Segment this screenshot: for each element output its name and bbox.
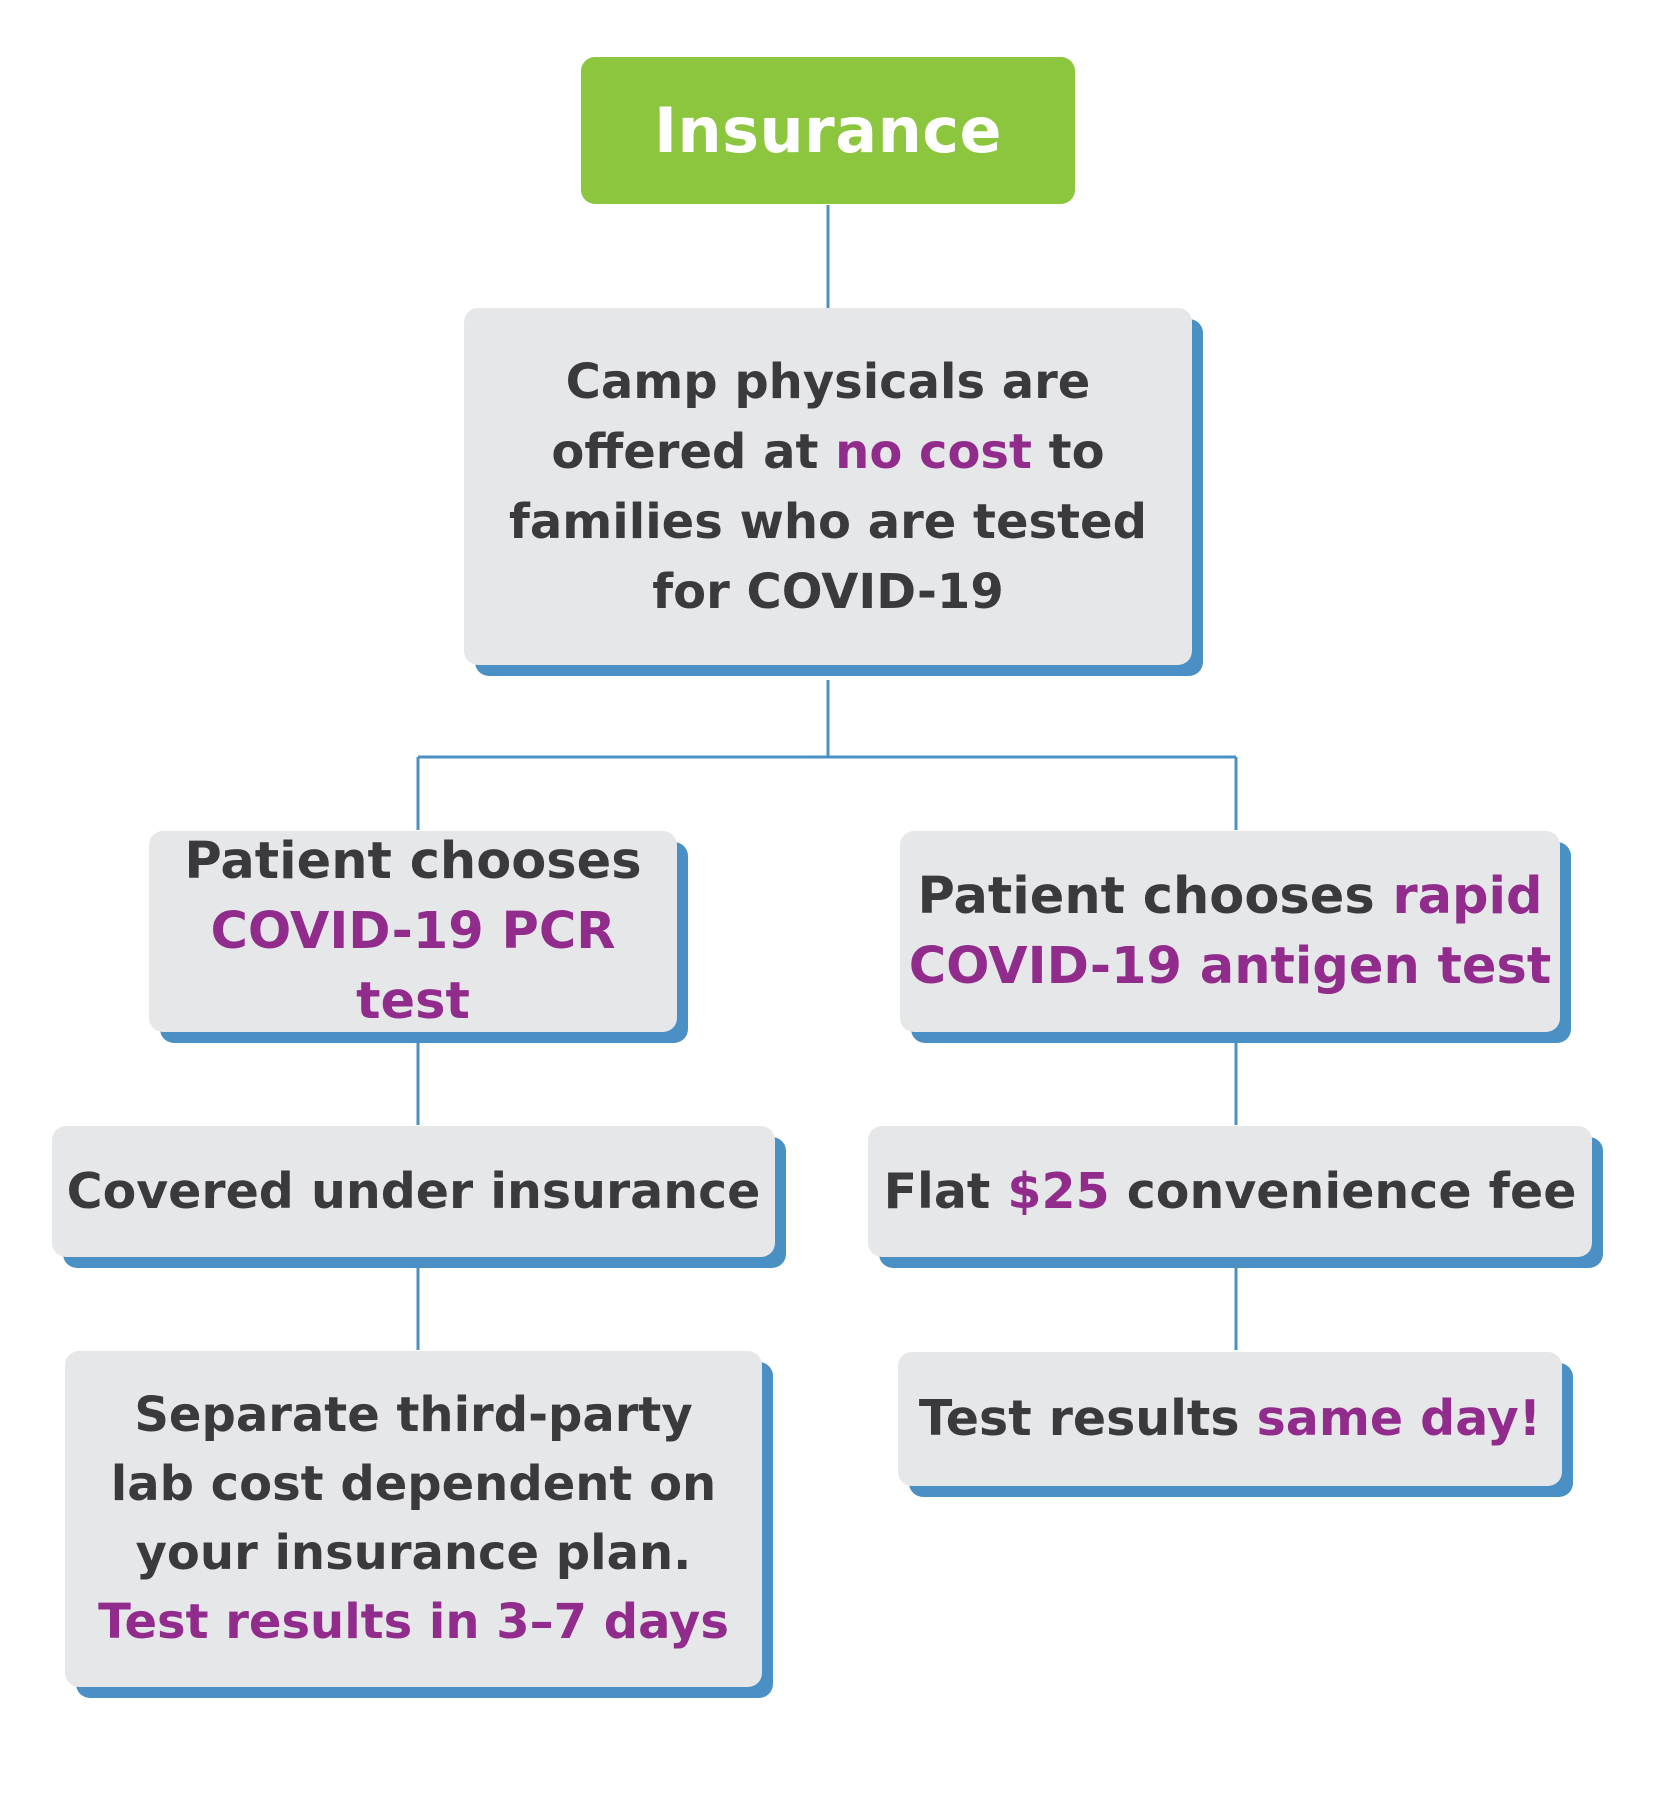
text-segment: Patient chooses <box>184 831 642 891</box>
right-cost-box <box>868 1126 1592 1257</box>
text-line <box>98 1381 729 1450</box>
text-segment: Camp physicals are <box>565 353 1091 410</box>
left-results-text <box>98 1381 729 1657</box>
text-segment: Patient chooses <box>917 866 1393 926</box>
header-label: Insurance <box>653 94 1003 167</box>
right-cost-text <box>884 1157 1577 1227</box>
text-line <box>98 1450 729 1519</box>
text-line <box>98 1588 729 1657</box>
text-segment: Separate third-party <box>134 1387 693 1443</box>
left-results-box <box>65 1351 762 1687</box>
highlighted-text: no cost <box>835 423 1032 480</box>
text-segment: families who are tested <box>509 493 1147 550</box>
highlighted-text: COVID-19 antigen test <box>908 936 1552 996</box>
text-line <box>509 417 1147 487</box>
text-segment: your insurance plan. <box>135 1525 692 1581</box>
right-choice-text <box>909 862 1551 1002</box>
highlighted-text: Test results in 3–7 days <box>98 1594 729 1650</box>
text-line <box>67 1157 761 1227</box>
text-line <box>509 557 1147 627</box>
text-line <box>98 1519 729 1588</box>
text-segment: Test results <box>918 1390 1257 1447</box>
text-line <box>149 827 677 897</box>
text-segment: offered at <box>551 423 836 480</box>
text-line <box>884 1157 1577 1227</box>
left-cost-box <box>52 1126 775 1257</box>
highlighted-text: COVID-19 PCR test <box>210 901 616 1031</box>
right-results-text <box>919 1384 1541 1454</box>
right-choice-box <box>900 831 1560 1032</box>
highlighted-text: rapid <box>1392 866 1543 926</box>
text-line <box>509 347 1147 417</box>
highlighted-text: $25 <box>1007 1162 1110 1220</box>
text-segment: lab cost dependent on <box>110 1456 717 1512</box>
left-cost-text <box>67 1157 761 1227</box>
text-line <box>909 862 1551 932</box>
text-segment: Covered under insurance <box>66 1162 761 1220</box>
main-box <box>464 308 1192 665</box>
text-segment: to <box>1031 423 1105 480</box>
text-line <box>509 487 1147 557</box>
text-line <box>149 897 677 1037</box>
left-choice-text <box>149 827 677 1037</box>
text-segment: Flat <box>883 1162 1008 1220</box>
text-segment: convenience fee <box>1109 1162 1577 1220</box>
header-insurance <box>581 57 1075 204</box>
text-segment: for COVID-19 <box>652 563 1004 620</box>
left-choice-box <box>149 831 677 1032</box>
highlighted-text: same day! <box>1256 1390 1542 1447</box>
right-results-box <box>898 1352 1562 1486</box>
text-line <box>919 1384 1541 1454</box>
main-box-text <box>509 347 1147 627</box>
text-line <box>909 932 1551 1002</box>
